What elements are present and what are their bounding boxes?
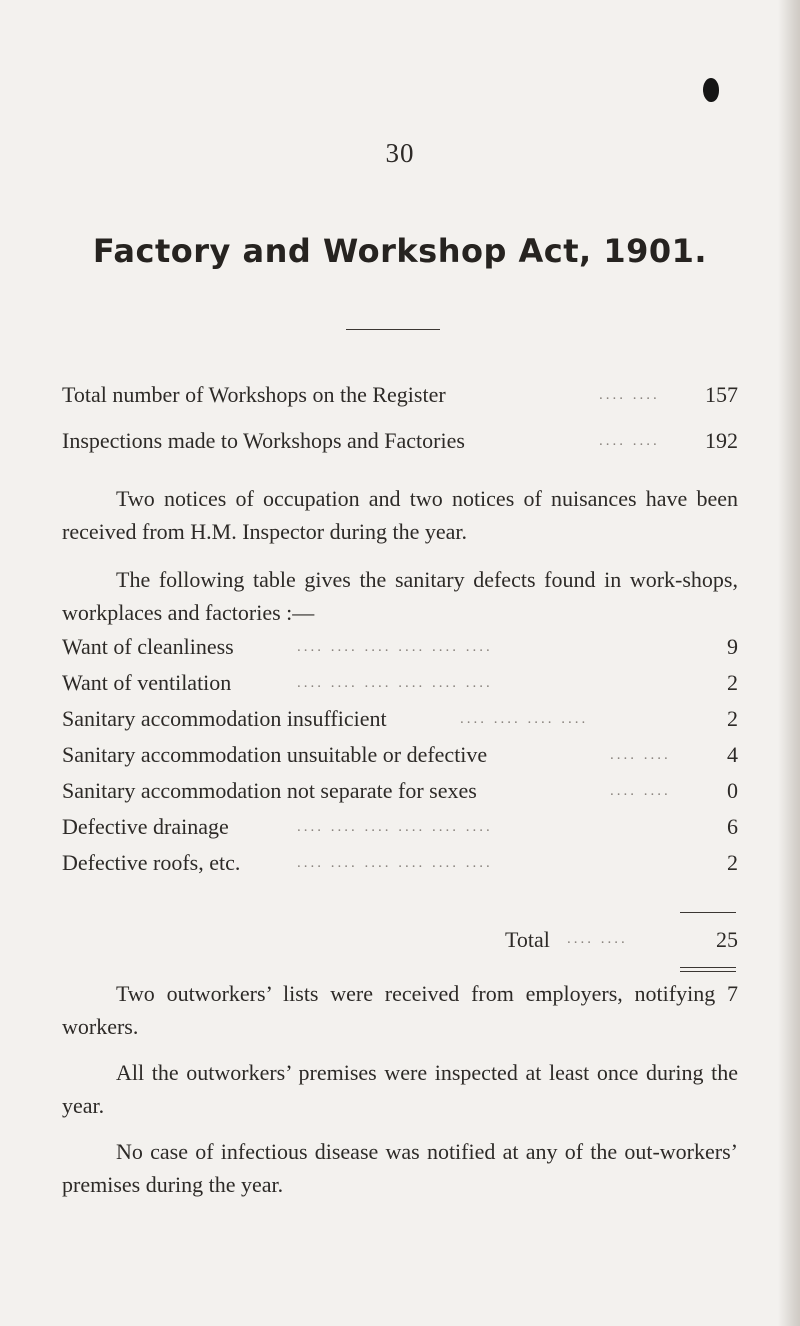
summary-label: Total number of Workshops on the Register bbox=[62, 382, 446, 407]
defect-label: Sanitary accommodation insufficient bbox=[62, 706, 387, 731]
outworkers-lists-paragraph: Two outworkers’ lists were received from employers, notifying 7 workers. bbox=[62, 981, 738, 1039]
defect-count: 2 bbox=[727, 706, 738, 731]
defect-count: 2 bbox=[727, 850, 738, 875]
infectious-disease-paragraph: No case of infectious disease was notified at any of the out-workers’ premises during the year. bbox=[62, 1139, 738, 1197]
total-double-rule bbox=[680, 967, 736, 972]
summary-value: 157 bbox=[705, 382, 738, 407]
total-value: 25 bbox=[716, 927, 738, 952]
defect-count: 9 bbox=[727, 634, 738, 659]
defect-label: Want of cleanliness bbox=[62, 634, 234, 659]
defect-count: 2 bbox=[727, 670, 738, 695]
page-edge-shadow bbox=[778, 0, 800, 1326]
leader-dots: .... .... .... .... bbox=[460, 711, 589, 727]
summary-label: Inspections made to Workshops and Factories bbox=[62, 428, 465, 453]
defect-count: 6 bbox=[727, 814, 738, 839]
defect-count: 0 bbox=[727, 778, 738, 803]
leader-dots: .... .... bbox=[610, 747, 671, 763]
leader-dots: .... .... .... .... .... .... bbox=[297, 675, 493, 691]
defect-count: 4 bbox=[727, 742, 738, 767]
leader-dots: .... .... .... .... .... .... bbox=[297, 819, 493, 835]
total-label: Total bbox=[505, 927, 550, 952]
leader-dots: .... .... .... .... .... .... bbox=[297, 639, 493, 655]
leader-dots: .... .... bbox=[610, 783, 671, 799]
defect-label: Defective drainage bbox=[62, 814, 229, 839]
outworkers-inspection-paragraph: All the outworkers’ premises were inspected at least once during the year. bbox=[62, 1060, 738, 1118]
table-intro-paragraph: The following table gives the sanitary defects found in work-shops, workplaces and factories :— bbox=[62, 567, 738, 625]
notices-paragraph: Two notices of occupation and two notices of nuisances have been received from H.M. Inspector during the year. bbox=[62, 486, 738, 544]
title-divider bbox=[346, 329, 440, 330]
ink-blot bbox=[703, 78, 719, 102]
defect-label: Sanitary accommodation unsuitable or defective bbox=[62, 742, 488, 767]
page-number: 30 bbox=[385, 138, 415, 168]
leader-dots: .... .... bbox=[599, 387, 660, 403]
defect-label: Sanitary accommodation not separate for sexes bbox=[62, 778, 477, 803]
page-title: Factory and Workshop Act, 1901. bbox=[92, 232, 708, 270]
leader-dots: .... .... .... .... .... .... bbox=[297, 855, 493, 871]
sum-rule bbox=[680, 912, 736, 913]
defect-label: Defective roofs, etc. bbox=[62, 850, 241, 875]
leader-dots: .... .... bbox=[567, 931, 628, 947]
summary-value: 192 bbox=[705, 428, 738, 453]
defect-label: Want of ventilation bbox=[62, 670, 232, 695]
leader-dots: .... .... bbox=[599, 433, 660, 449]
